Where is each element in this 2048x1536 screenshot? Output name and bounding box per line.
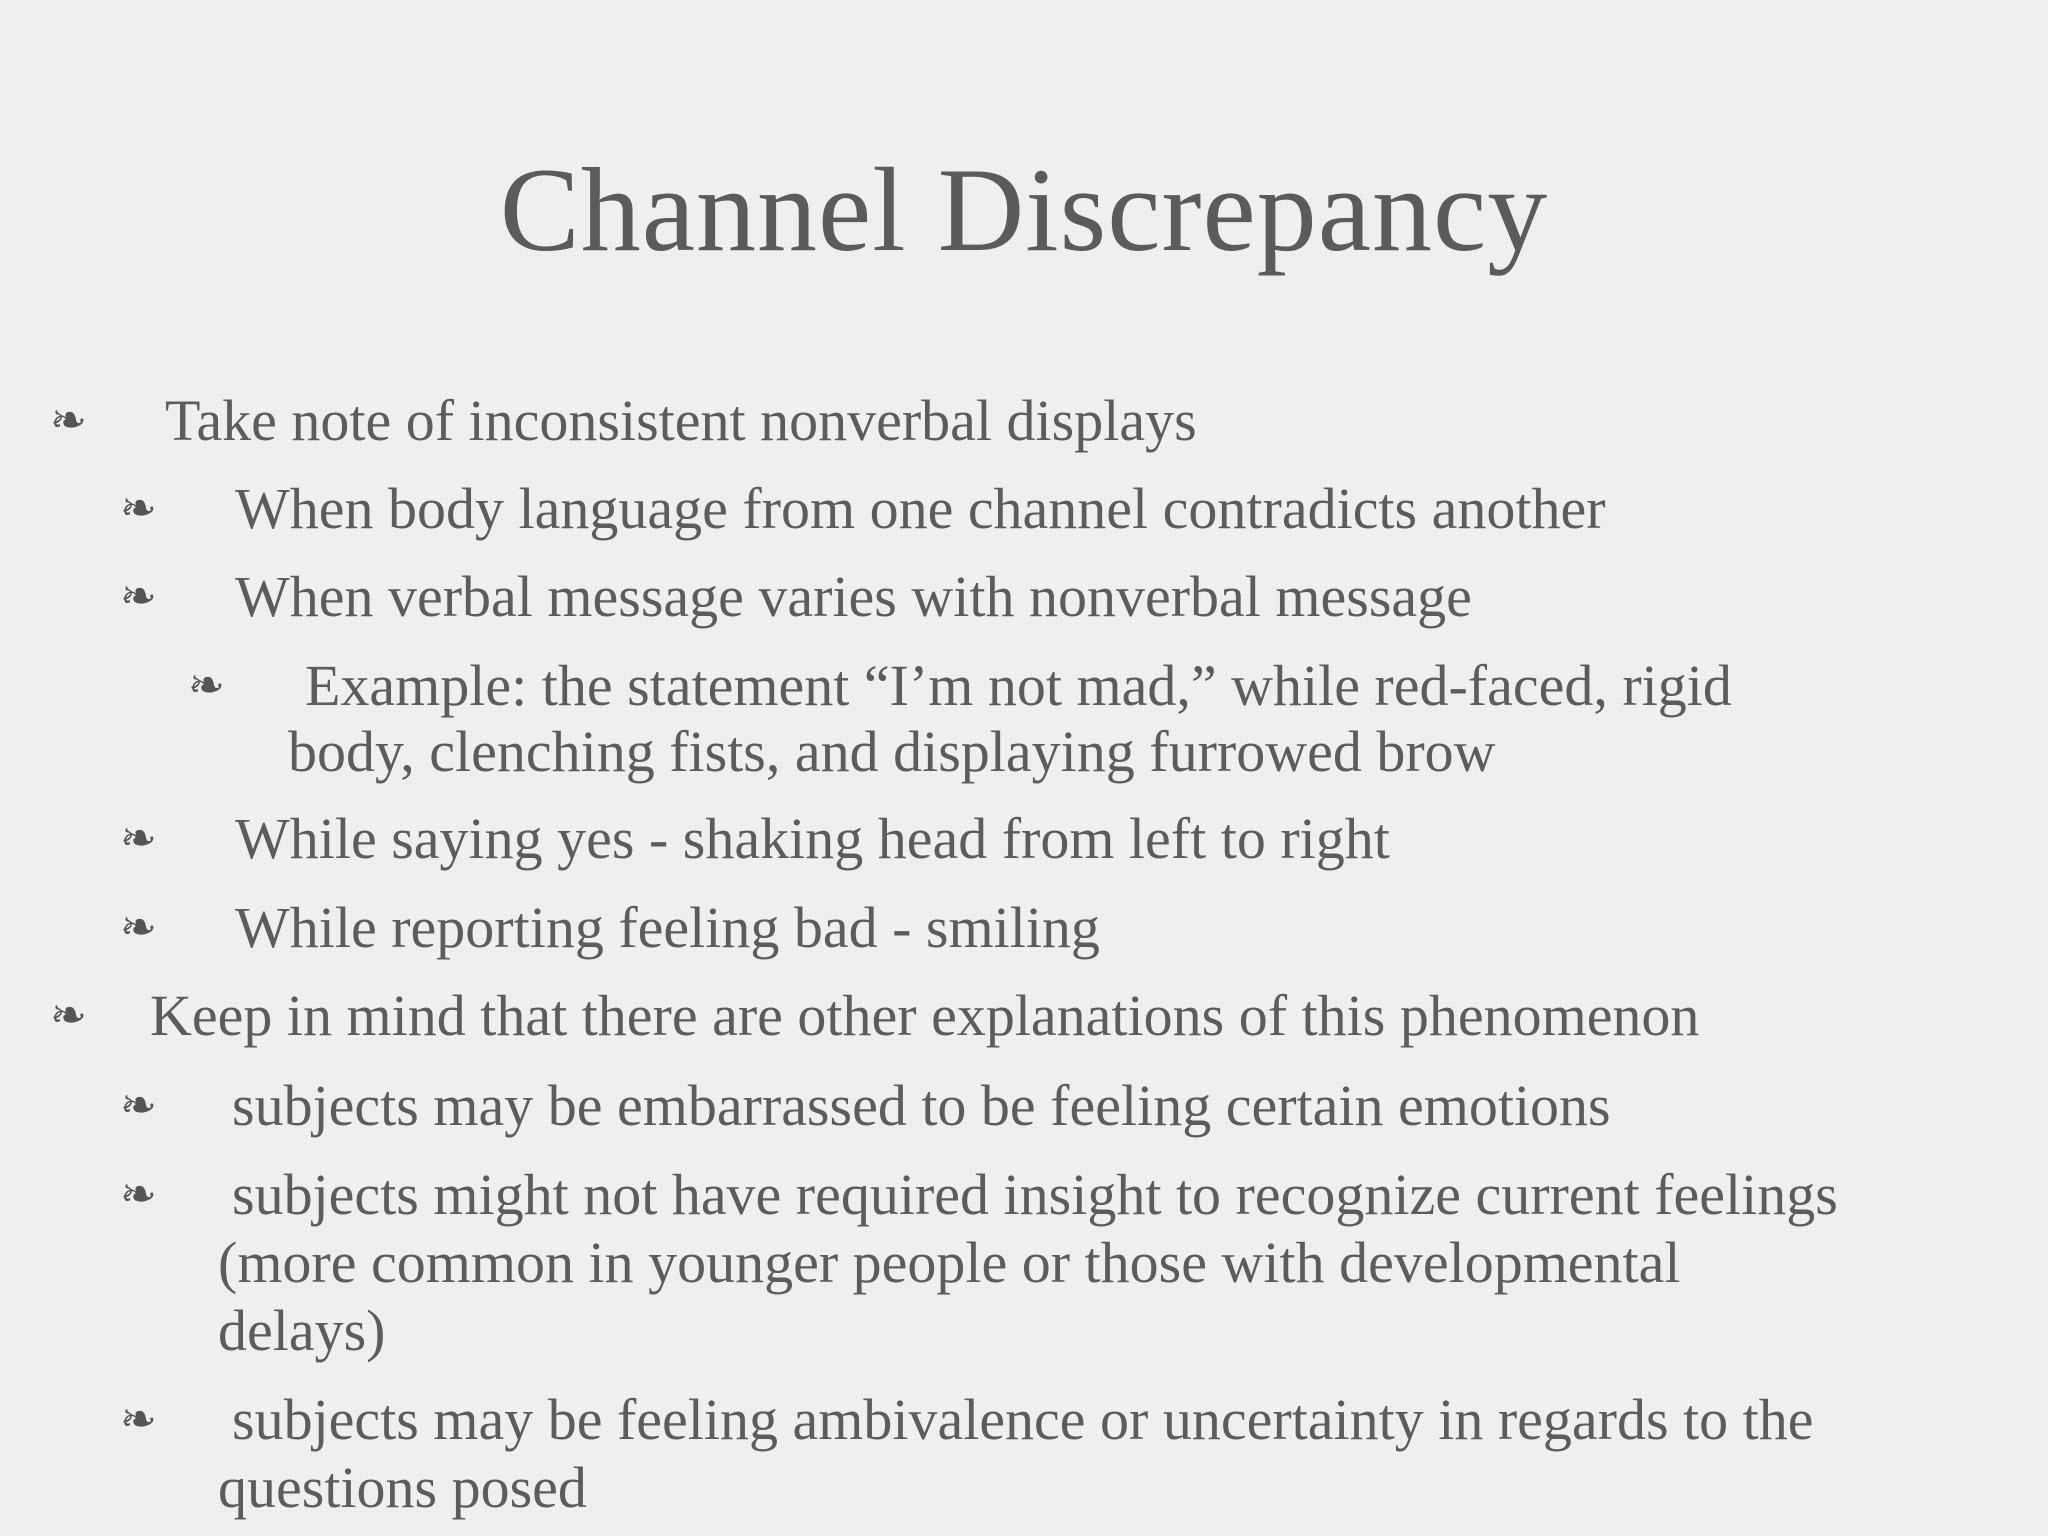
- bullet-level-1: [0, 982, 2048, 1052]
- bullet-text: While reporting feeling bad - smiling: [235, 895, 1100, 960]
- slide-title: Channel Discrepancy: [499, 143, 1549, 276]
- bullet-text: Keep in mind that there are other explanations of this phenomenon: [150, 983, 1700, 1048]
- fleuron-bullet-icon: ❧: [50, 396, 87, 445]
- fleuron-bullet-icon: ❧: [120, 484, 157, 533]
- bullet-text-continuation: questions posed: [218, 1455, 587, 1520]
- bullet-text: subjects may be embarrassed to be feeling certain emotions: [232, 1073, 1611, 1138]
- fleuron-bullet-icon: ❧: [50, 991, 87, 1040]
- bullet-text: Take note of inconsistent nonverbal displays: [165, 388, 1197, 453]
- fleuron-bullet-icon: ❧: [120, 1395, 157, 1444]
- fleuron-bullet-icon: ❧: [188, 661, 225, 710]
- fleuron-bullet-icon: ❧: [120, 814, 157, 863]
- fleuron-bullet-icon: ❧: [120, 1081, 157, 1130]
- bullet-text-continuation: body, clenching fists, and displaying furrowed brow: [288, 719, 1496, 784]
- bullet-text: When body language from one channel contradicts another: [235, 476, 1606, 541]
- bullet-level-2: [0, 475, 2048, 545]
- bullet-level-2: [0, 1386, 2048, 1526]
- bullet-level-2: [0, 1161, 2048, 1371]
- bullet-text: subjects may be feeling ambivalence or uncertainty in regards to the: [232, 1387, 1814, 1452]
- bullet-level-2: [0, 1072, 2048, 1142]
- fleuron-bullet-icon: ❧: [120, 903, 157, 952]
- fleuron-bullet-icon: ❧: [120, 1170, 157, 1219]
- fleuron-bullet-icon: ❧: [120, 572, 157, 621]
- bullet-level-2: [0, 805, 2048, 875]
- bullet-text-continuation: delays): [218, 1298, 386, 1363]
- bullet-level-1: [0, 387, 2048, 457]
- bullet-text: When verbal message varies with nonverbal message: [235, 564, 1472, 629]
- bullet-level-2: [0, 563, 2048, 633]
- bullet-text: Example: the statement “I’m not mad,” while red-faced, rigid: [305, 653, 1732, 718]
- bullet-text: While saying yes - shaking head from left to right: [235, 806, 1390, 871]
- bullet-level-2: [0, 894, 2048, 964]
- bullet-text: subjects might not have required insight to recognize current feelings: [232, 1162, 1838, 1227]
- bullet-level-3: [0, 652, 2048, 792]
- bullet-text-continuation: (more common in younger people or those with developmental: [218, 1230, 1681, 1295]
